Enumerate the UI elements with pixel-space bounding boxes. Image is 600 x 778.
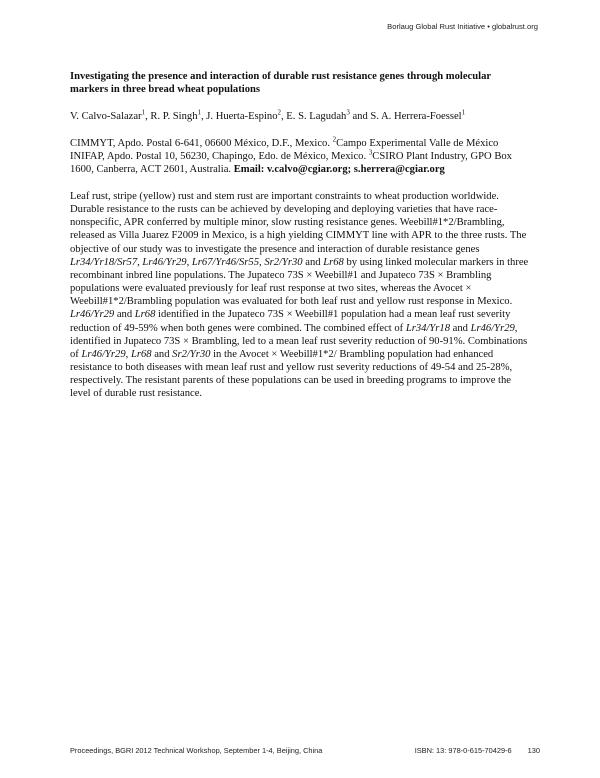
gene-name: Lr68: [130, 348, 152, 360]
footer-right: [415, 746, 540, 755]
author-affiliation-marker: 1: [141, 108, 146, 117]
gene-name: Lr46/Yr29: [70, 309, 115, 321]
abstract-text: ,: [137, 256, 143, 268]
author-name: E. S. Lagudah: [286, 111, 347, 122]
author-affiliation-marker: 3: [346, 108, 350, 117]
gene-name: Lr46/Yr29: [142, 256, 187, 268]
affiliation-3-marker: 3: [368, 148, 373, 157]
paper-title: Investigating the presence and interaction of durable rust resistance genes through molecular markers in three bread wheat populations: [70, 71, 491, 95]
gene-name: Sr2/Yr30: [172, 348, 211, 360]
abstract-text: Leaf rust, stripe (yellow) rust and stem rust are important constraints to wheat production worldwide. Durable resistance to the rusts can be achieved by developing and deploying varieties that have race-nonspecific, APR conferred by multiple minor, slow rusting resistance genes. Weebill#1*2/Brambling, released as Villa Juarez F2009 in Mexico, is a high yielding CIMMYT line with APR to the three rusts. The objective of our study was to investigate the presence and interaction of durable resistance genes: [70, 191, 527, 255]
author-separator: ,: [281, 111, 287, 122]
author-name: S. A. Herrera-Foessel: [370, 111, 462, 122]
affiliation-2-marker: 2: [332, 135, 337, 144]
page-number: 130: [527, 746, 540, 755]
abstract-paragraph: [70, 190, 530, 401]
author-list: [70, 110, 530, 123]
abstract-text: ,: [186, 256, 192, 268]
author-affiliation-marker: 1: [461, 108, 466, 117]
gene-name: Lr67/Yr46/Sr55: [191, 256, 260, 268]
gene-name: Lr46/Yr29: [81, 348, 126, 360]
abstract-text: in the Avocet × Weebill#1*2/ Brambling population had enhanced resistance to both diseases with mean leaf rust and yellow rust severity reductions of 49-54 and 25-28%, respectively. The resistant parents of these populations can be used in breeding programs to improve the level of durable rust resistance.: [70, 348, 513, 400]
author-affiliation-marker: 2: [277, 108, 281, 117]
abstract-text: and: [302, 256, 324, 268]
email-addresses: v.calvo@cgiar.org; s.herrera@cgiar.org: [266, 164, 445, 175]
affiliation-1: CIMMYT, Apdo. Postal 6-641, 06600 México, D.F., Mexico.: [70, 138, 330, 149]
affiliations: [70, 137, 530, 176]
author-affiliation-marker: 1: [197, 108, 201, 117]
affiliation-3: CSIRO Plant Industry, GPO Box 1600, Canberra, ACT 2601, Australia.: [70, 151, 512, 175]
gene-name: Lr34/Yr18/Sr57: [70, 256, 138, 268]
running-header: Borlaug Global Rust Initiative • globalrust.org: [387, 22, 538, 31]
email-label: Email:: [233, 164, 265, 175]
abstract-text: ,: [125, 348, 131, 360]
author-separator: ,: [201, 111, 207, 122]
abstract-text: , identified in Jupateco 73S × Brambling, led to a mean leaf rust severity reduction of 90-91%. Combinations of: [70, 322, 528, 360]
abstract-text: and: [114, 309, 135, 321]
footer-isbn: ISBN: 13: 978-0-615-70429-6: [414, 746, 512, 755]
author-separator: and: [349, 111, 371, 122]
paper-content: [70, 70, 530, 401]
abstract-text: and: [151, 348, 173, 360]
abstract-text: identified in the Jupateco 73S × Weebill#1 population had a mean leaf rust severity reduction of 49-59% when both genes were combined. The combined effect of: [70, 309, 511, 334]
gene-name: Lr46/Yr29: [470, 322, 515, 334]
author-name: R. P. Singh: [150, 111, 198, 122]
abstract-text: ,: [259, 256, 265, 268]
author-separator: ,: [145, 111, 151, 122]
author-name: V. Calvo-Salazar: [70, 111, 142, 122]
affiliation-2: Campo Experimental Valle de México INIFAP, Apdo. Postal 10, 56230, Chapingo, Edo. de México, Mexico.: [70, 138, 499, 162]
author-name: J. Huerta-Espino: [206, 111, 278, 122]
footer-proceedings: Proceedings, BGRI 2012 Technical Workshop, September 1-4, Beijing, China: [70, 746, 323, 755]
gene-name: Lr68: [134, 309, 156, 321]
gene-name: Lr68: [323, 256, 344, 268]
abstract-text: by using linked molecular markers in three recombinant inbred line populations. The Jupateco 73S × Weebill#1 and Jupateco 73S × Brambling populations were evaluated previously for leaf rust response at two sites, whereas the Avocet × Weebill#1*2/Brambling population was evaluated for both leaf rust and yellow rust response in Mexico.: [70, 256, 529, 308]
gene-name: Lr34/Yr18: [405, 322, 451, 334]
gene-name: Sr2/Yr30: [264, 256, 303, 268]
abstract-text: and: [450, 322, 471, 334]
